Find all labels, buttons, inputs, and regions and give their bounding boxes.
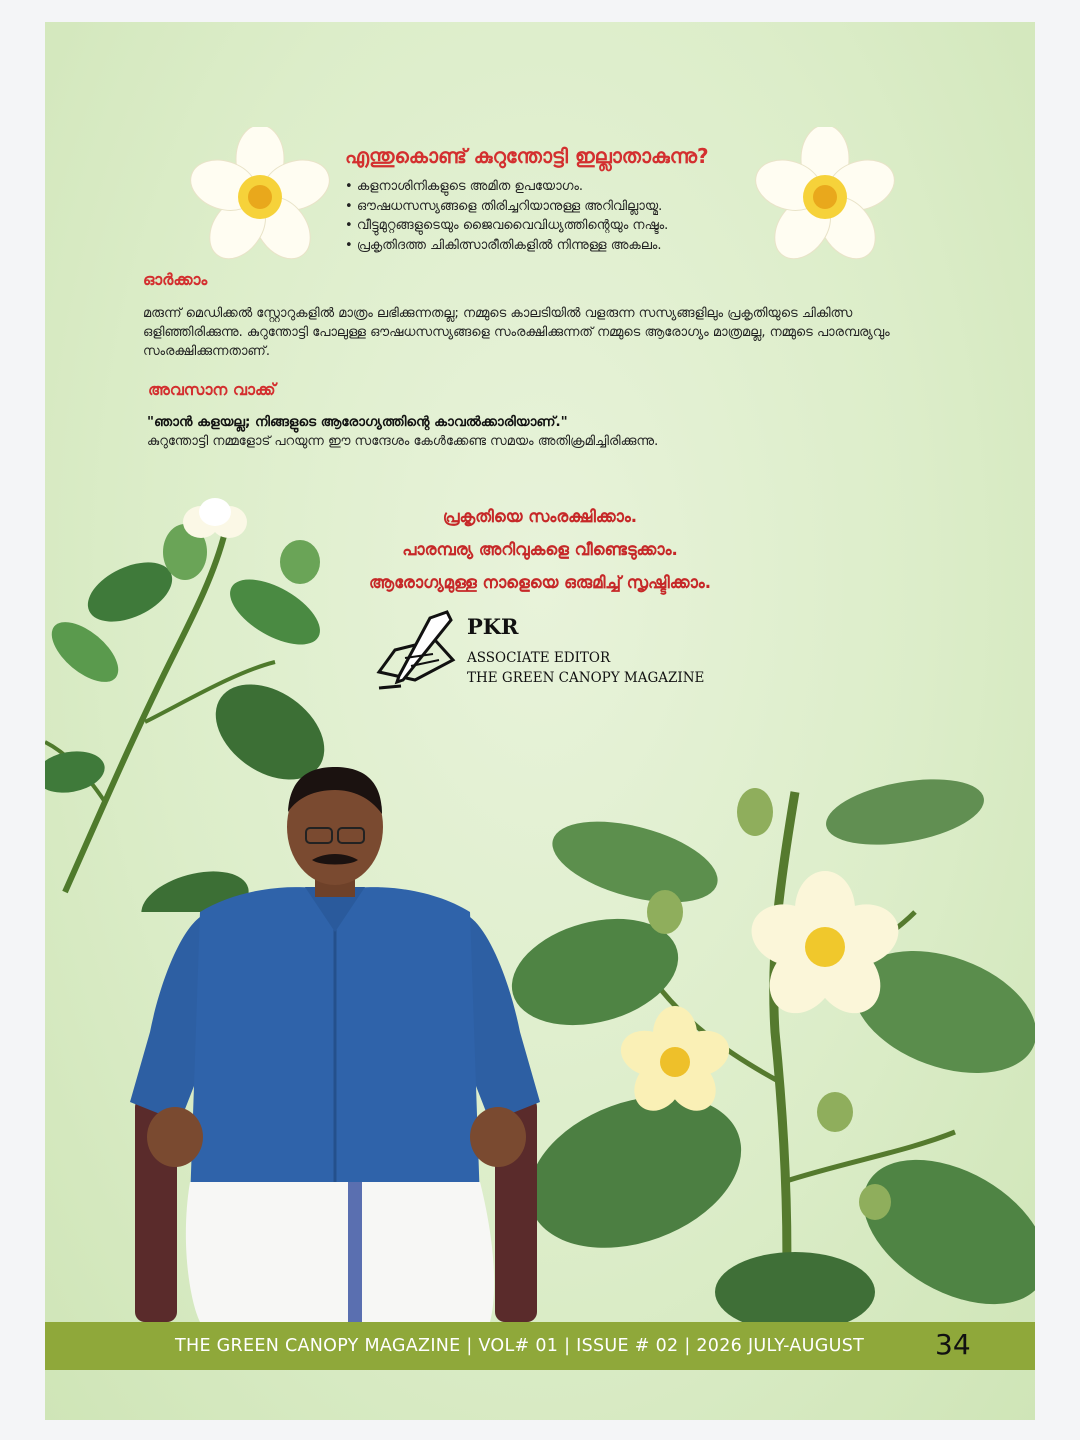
flower-illustration-left: [185, 127, 335, 267]
list-item: • കളനാശിനികളുടെ അമിത ഉപയോഗം.: [345, 177, 668, 197]
slogan-line: പ്രകൃതിയെ സംരക്ഷിക്കാം.: [442, 507, 638, 526]
list-item: • ഔഷധസസ്യങ്ങളെ തിരിച്ചറിയാനുള്ള അറിവില്ലായ്മ.: [345, 197, 668, 217]
author-photo: [120, 742, 550, 1322]
remember-paragraph: മരുന്ന് മെഡിക്കൽ സ്റ്റോറുകളിൽ മാത്രം ലഭിക്കുന്നതല്ല; നമ്മുടെ കാലടിയിൽ വളരുന്ന സസ്യങ്ങളിലും പ്രകൃതിയുടെ ചികിത്സ ഒളിഞ്ഞിരിക്കുന്നു. കുറുന്തോട്ടി പോലുള്ള ഔഷധസസ്യങ്ങളെ സംരക്ഷിക്കുന്നത് നമ്മുടെ ആരോഗ്യം മാത്രമല്ല, നമ്മുടെ പാരമ്പര്യവും സംരക്ഷിക്കുന്നതാണ്.: [143, 306, 890, 359]
list-item: • പ്രകൃതിദത്ത ചികിത്സാരീതികളിൽ നിന്നുള്ള അകലം.: [345, 236, 668, 256]
page-footer: [45, 1322, 1035, 1370]
magazine-page: [45, 22, 1035, 1420]
closing-quote: "ഞാൻ കളയല്ല; നിങ്ങളുടെ ആരോഗ്യത്തിന്റെ കാവൽക്കാരിയാണ്.": [147, 414, 568, 430]
list-item: • വീട്ടുമുറ്റങ്ങളുടെയും ജൈവവൈവിധ്യത്തിന്റെയും നഷ്ടം.: [345, 216, 668, 236]
slogans: [305, 500, 775, 599]
page-number: 34: [935, 1328, 971, 1361]
reasons-list: [345, 177, 668, 255]
slogan-line: ആരോഗ്യമുള്ള നാളെയെ ഒരുമിച്ച് സൃഷ്ടിക്കാം.: [368, 573, 711, 592]
slogan-line: പാരമ്പര്യ അറിവുകളെ വീണ്ടെടുക്കാം.: [402, 540, 678, 559]
remember-heading: ഓർക്കാം: [143, 270, 208, 289]
author-magazine: THE GREEN CANOPY MAGAZINE: [467, 670, 705, 686]
flower-illustration-right: [750, 127, 900, 267]
closing-subtext: കുറുന്തോട്ടി നമ്മളോട് പറയുന്ന ഈ സന്ദേശം കേൾക്കേണ്ട സമയം അതിക്രമിച്ചിരിക്കുന്നു.: [147, 434, 659, 449]
plant-illustration-right: [485, 732, 1035, 1332]
author-name: PKR: [467, 614, 519, 639]
question-heading: എന്തുകൊണ്ട് കുറുന്തോട്ടി ഇല്ലാതാകുന്നു?: [345, 144, 709, 168]
footer-text: THE GREEN CANOPY MAGAZINE | VOL# 01 | ISSUE # 02 | 2026 JULY-AUGUST: [175, 1336, 865, 1356]
author-role: ASSOCIATE EDITOR: [467, 650, 611, 666]
closing-heading: അവസാന വാക്ക്: [148, 380, 276, 399]
pen-writing-icon: [375, 610, 465, 690]
